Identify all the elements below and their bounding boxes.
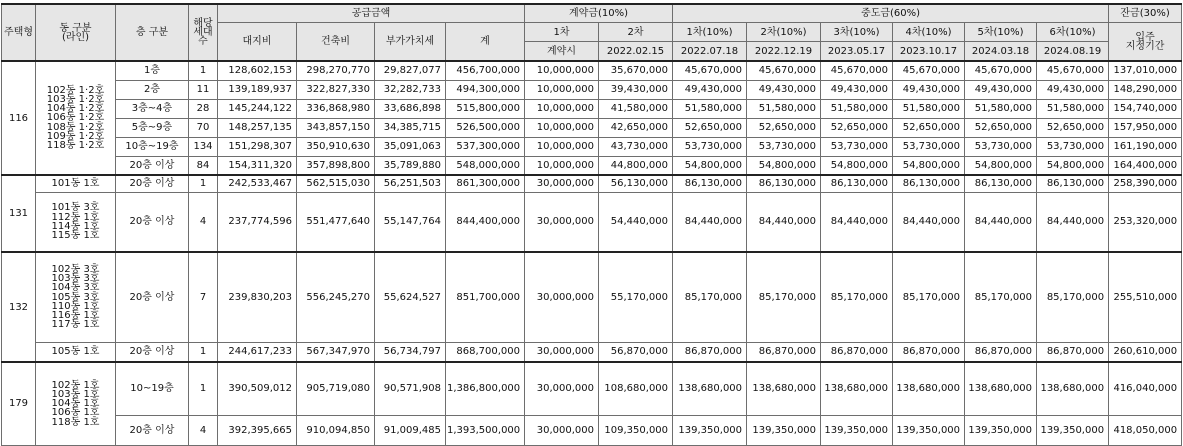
dep2-cell: 56,130,000 (599, 175, 673, 192)
dong-line: 106동 1호 (51, 407, 100, 419)
dong-line: 102동 1·2호 (46, 84, 105, 96)
mid3-cell: 86,130,000 (821, 175, 893, 192)
mid2-cell: 45,670,000 (747, 61, 821, 80)
header-mid3: 3차(10%) (821, 23, 893, 42)
table-row (2, 118, 1182, 137)
floor-cell: 20층 이상 (116, 156, 189, 175)
vat-cell: 34,385,715 (375, 118, 446, 137)
mid4-cell: 86,130,000 (893, 175, 965, 192)
dong-line: 101동 3호 (51, 202, 100, 214)
header-mid4-date: 2023.10.17 (893, 42, 965, 62)
dong-line: 102동 1호 (51, 379, 100, 391)
dep1-cell: 30,000,000 (525, 415, 599, 445)
dong-line: 109동 1·2호 (46, 130, 105, 142)
mid3-cell: 52,650,000 (821, 118, 893, 137)
dep1-cell: 10,000,000 (525, 156, 599, 175)
header-mid1: 1차(10%) (673, 23, 747, 42)
dep2-cell: 54,440,000 (599, 192, 673, 252)
dong-line: 104동 1·2호 (46, 103, 105, 115)
mid4-cell: 86,870,000 (893, 342, 965, 362)
mid6-cell: 52,650,000 (1037, 118, 1109, 137)
land-cell: 145,244,122 (218, 99, 297, 118)
header-mid4: 4차(10%) (893, 23, 965, 42)
vat-cell: 35,789,880 (375, 156, 446, 175)
land-cell: 244,617,233 (218, 342, 297, 362)
header-balance-sub: 입주 지정기간 (1109, 23, 1182, 62)
dep2-cell: 42,650,000 (599, 118, 673, 137)
balance-cell: 157,950,000 (1109, 118, 1182, 137)
floor-cell: 1층 (116, 61, 189, 80)
mid1-cell: 51,580,000 (673, 99, 747, 118)
mid1-cell: 49,430,000 (673, 80, 747, 99)
dep2-cell: 43,730,000 (599, 137, 673, 156)
header-type: 주택형 (2, 4, 36, 61)
header-dong: 동 구분 (라인) (36, 4, 116, 61)
dep2-cell: 39,430,000 (599, 80, 673, 99)
mid4-cell: 139,350,000 (893, 415, 965, 445)
mid5-cell: 84,440,000 (965, 192, 1037, 252)
mid3-cell: 53,730,000 (821, 137, 893, 156)
mid1-cell: 138,680,000 (673, 362, 747, 415)
vat-cell: 35,091,063 (375, 137, 446, 156)
mid2-cell: 54,800,000 (747, 156, 821, 175)
mid6-cell: 53,730,000 (1037, 137, 1109, 156)
table-row (2, 252, 1182, 342)
supply-price-table (1, 3, 1182, 446)
mid1-cell: 84,440,000 (673, 192, 747, 252)
mid6-cell: 49,430,000 (1037, 80, 1109, 99)
header-mid2-date: 2022.12.19 (747, 42, 821, 62)
land-cell: 237,774,596 (218, 192, 297, 252)
balance-cell: 164,400,000 (1109, 156, 1182, 175)
header-mid3-date: 2023.05.17 (821, 42, 893, 62)
floor-cell: 20층 이상 (116, 175, 189, 192)
dep1-cell: 10,000,000 (525, 137, 599, 156)
vat-cell: 56,251,503 (375, 175, 446, 192)
vat-cell: 55,624,527 (375, 252, 446, 342)
land-cell: 390,509,012 (218, 362, 297, 415)
mid5-cell: 45,670,000 (965, 61, 1037, 80)
dong-line: 103동 1호 (51, 388, 100, 400)
dep1-cell: 10,000,000 (525, 118, 599, 137)
mid2-cell: 52,650,000 (747, 118, 821, 137)
header-deposit: 계약금(10%) (525, 4, 673, 23)
table-row (2, 175, 1182, 192)
building-cell: 350,910,630 (297, 137, 375, 156)
dong-line: 106동 1·2호 (46, 112, 105, 124)
mid3-cell: 49,430,000 (821, 80, 893, 99)
dong-line: 115동 1호 (51, 229, 100, 241)
mid6-cell: 138,680,000 (1037, 362, 1109, 415)
land-cell: 151,298,307 (218, 137, 297, 156)
count-cell: 134 (189, 137, 218, 156)
dong-line: 104동 1호 (51, 398, 100, 410)
vat-cell: 55,147,764 (375, 192, 446, 252)
dep2-cell: 109,350,000 (599, 415, 673, 445)
building-cell: 567,347,970 (297, 342, 375, 362)
balance-cell: 253,320,000 (1109, 192, 1182, 252)
header-count: 해당 세대 수 (189, 4, 218, 61)
balance-cell: 418,050,000 (1109, 415, 1182, 445)
vat-cell: 56,734,797 (375, 342, 446, 362)
dep2-cell: 108,680,000 (599, 362, 673, 415)
mid5-cell: 86,870,000 (965, 342, 1037, 362)
total-cell: 548,000,000 (446, 156, 525, 175)
dong-lines (36, 61, 116, 175)
dong-line: 101동 1호 (51, 178, 100, 190)
header-mid6-date: 2024.08.19 (1037, 42, 1109, 62)
floor-cell: 20층 이상 (116, 415, 189, 445)
header-supply: 공급금액 (218, 4, 525, 23)
header-dep2-date: 2022.02.15 (599, 42, 673, 62)
mid6-cell: 45,670,000 (1037, 61, 1109, 80)
mid3-cell: 85,170,000 (821, 252, 893, 342)
mid6-cell: 85,170,000 (1037, 252, 1109, 342)
mid2-cell: 139,350,000 (747, 415, 821, 445)
mid2-cell: 86,130,000 (747, 175, 821, 192)
dong-line: 102동 3호 (51, 264, 100, 276)
building-cell: 905,719,080 (297, 362, 375, 415)
header-mid2: 2차(10%) (747, 23, 821, 42)
building-cell: 357,898,800 (297, 156, 375, 175)
mid4-cell: 51,580,000 (893, 99, 965, 118)
mid2-cell: 51,580,000 (747, 99, 821, 118)
dong-lines (36, 192, 116, 252)
mid1-cell: 54,800,000 (673, 156, 747, 175)
balance-cell: 416,040,000 (1109, 362, 1182, 415)
table-row (2, 342, 1182, 362)
floor-cell: 20층 이상 (116, 252, 189, 342)
dong-line: 105동 1호 (51, 346, 100, 358)
dong-line: 108동 1·2호 (46, 121, 105, 133)
header-dep1: 1차 (525, 23, 599, 42)
header-land: 대지비 (218, 23, 297, 62)
header-dep2: 2차 (599, 23, 673, 42)
dong-lines (36, 252, 116, 342)
unit-type: 116 (2, 61, 36, 175)
mid4-cell: 49,430,000 (893, 80, 965, 99)
mid1-cell: 86,870,000 (673, 342, 747, 362)
balance-cell: 154,740,000 (1109, 99, 1182, 118)
mid2-cell: 84,440,000 (747, 192, 821, 252)
dong-line: 116동 1호 (51, 310, 100, 322)
building-cell: 322,827,330 (297, 80, 375, 99)
dong-line: 118동 1·2호 (46, 140, 105, 151)
dep1-cell: 30,000,000 (525, 175, 599, 192)
land-cell: 392,395,665 (218, 415, 297, 445)
mid6-cell: 139,350,000 (1037, 415, 1109, 445)
table-row (2, 80, 1182, 99)
header-mid6: 6차(10%) (1037, 23, 1109, 42)
table-row (2, 362, 1182, 415)
total-cell: 526,500,000 (446, 118, 525, 137)
total-cell: 1,393,500,000 (446, 415, 525, 445)
mid5-cell: 52,650,000 (965, 118, 1037, 137)
count-cell: 7 (189, 252, 218, 342)
mid3-cell: 45,670,000 (821, 61, 893, 80)
dong-line: 112동 1호 (51, 211, 100, 223)
vat-cell: 33,686,898 (375, 99, 446, 118)
header-dep1-date: 계약시 (525, 42, 599, 62)
vat-cell: 29,827,077 (375, 61, 446, 80)
mid3-cell: 84,440,000 (821, 192, 893, 252)
header-total: 계 (446, 23, 525, 62)
total-cell: 494,300,000 (446, 80, 525, 99)
mid3-cell: 51,580,000 (821, 99, 893, 118)
mid5-cell: 49,430,000 (965, 80, 1037, 99)
table-row (2, 415, 1182, 445)
mid5-cell: 53,730,000 (965, 137, 1037, 156)
land-cell: 128,602,153 (218, 61, 297, 80)
balance-cell: 260,610,000 (1109, 342, 1182, 362)
dong-line: 110동 1호 (51, 300, 100, 312)
floor-cell: 20층 이상 (116, 342, 189, 362)
mid5-cell: 86,130,000 (965, 175, 1037, 192)
mid4-cell: 52,650,000 (893, 118, 965, 137)
mid1-cell: 53,730,000 (673, 137, 747, 156)
count-cell: 28 (189, 99, 218, 118)
mid1-cell: 139,350,000 (673, 415, 747, 445)
count-cell: 1 (189, 175, 218, 192)
dong-line: 117동 1호 (51, 319, 100, 331)
unit-type: 132 (2, 252, 36, 362)
dong-line: 114동 1호 (51, 220, 100, 232)
mid1-cell: 52,650,000 (673, 118, 747, 137)
mid4-cell: 53,730,000 (893, 137, 965, 156)
dong-line: 118동 1호 (51, 416, 100, 428)
total-cell: 851,700,000 (446, 252, 525, 342)
dep2-cell: 56,870,000 (599, 342, 673, 362)
mid6-cell: 86,130,000 (1037, 175, 1109, 192)
balance-cell: 255,510,000 (1109, 252, 1182, 342)
dep1-cell: 30,000,000 (525, 362, 599, 415)
total-cell: 515,800,000 (446, 99, 525, 118)
floor-cell: 10층~19층 (116, 137, 189, 156)
balance-cell: 258,390,000 (1109, 175, 1182, 192)
header-balance: 잔금(30%) (1109, 4, 1182, 23)
dong-line: 105동 3호 (51, 291, 100, 303)
mid2-cell: 86,870,000 (747, 342, 821, 362)
mid2-cell: 85,170,000 (747, 252, 821, 342)
header-mid5: 5차(10%) (965, 23, 1037, 42)
mid4-cell: 84,440,000 (893, 192, 965, 252)
dep2-cell: 41,580,000 (599, 99, 673, 118)
count-cell: 1 (189, 61, 218, 80)
table-row (2, 99, 1182, 118)
balance-cell: 148,290,000 (1109, 80, 1182, 99)
floor-cell: 3층~4층 (116, 99, 189, 118)
building-cell: 343,857,150 (297, 118, 375, 137)
header-building: 건축비 (297, 23, 375, 62)
mid1-cell: 86,130,000 (673, 175, 747, 192)
count-cell: 84 (189, 156, 218, 175)
mid5-cell: 139,350,000 (965, 415, 1037, 445)
total-cell: 1,386,800,000 (446, 362, 525, 415)
dep1-cell: 10,000,000 (525, 99, 599, 118)
total-cell: 537,300,000 (446, 137, 525, 156)
dep1-cell: 10,000,000 (525, 61, 599, 80)
table-row (2, 61, 1182, 80)
mid4-cell: 138,680,000 (893, 362, 965, 415)
mid5-cell: 138,680,000 (965, 362, 1037, 415)
building-cell: 336,868,980 (297, 99, 375, 118)
mid5-cell: 51,580,000 (965, 99, 1037, 118)
total-cell: 861,300,000 (446, 175, 525, 192)
land-cell: 139,189,937 (218, 80, 297, 99)
dong-line: 103동 1·2호 (46, 93, 105, 105)
count-cell: 1 (189, 342, 218, 362)
vat-cell: 32,282,733 (375, 80, 446, 99)
mid3-cell: 86,870,000 (821, 342, 893, 362)
balance-cell: 161,190,000 (1109, 137, 1182, 156)
dep1-cell: 30,000,000 (525, 342, 599, 362)
floor-cell: 10~19층 (116, 362, 189, 415)
mid5-cell: 54,800,000 (965, 156, 1037, 175)
mid3-cell: 139,350,000 (821, 415, 893, 445)
vat-cell: 91,009,485 (375, 415, 446, 445)
mid1-cell: 85,170,000 (673, 252, 747, 342)
header-vat: 부가가치세 (375, 23, 446, 62)
count-cell: 70 (189, 118, 218, 137)
land-cell: 239,830,203 (218, 252, 297, 342)
mid2-cell: 49,430,000 (747, 80, 821, 99)
header-mid1-date: 2022.07.18 (673, 42, 747, 62)
floor-cell: 20층 이상 (116, 192, 189, 252)
total-cell: 868,700,000 (446, 342, 525, 362)
dong-line: 103동 3호 (51, 273, 100, 285)
mid1-cell: 45,670,000 (673, 61, 747, 80)
balance-cell: 137,010,000 (1109, 61, 1182, 80)
building-cell: 556,245,270 (297, 252, 375, 342)
header-middle: 중도금(60%) (673, 4, 1109, 23)
table-row (2, 137, 1182, 156)
mid4-cell: 45,670,000 (893, 61, 965, 80)
header-floor: 층 구분 (116, 4, 189, 61)
dep2-cell: 55,170,000 (599, 252, 673, 342)
count-cell: 11 (189, 80, 218, 99)
dong-line: 104동 3호 (51, 282, 100, 294)
dep1-cell: 10,000,000 (525, 80, 599, 99)
dong-lines (36, 342, 116, 362)
dep1-cell: 30,000,000 (525, 192, 599, 252)
unit-type: 179 (2, 362, 36, 445)
total-cell: 456,700,000 (446, 61, 525, 80)
dep1-cell: 30,000,000 (525, 252, 599, 342)
building-cell: 910,094,850 (297, 415, 375, 445)
mid6-cell: 54,800,000 (1037, 156, 1109, 175)
mid3-cell: 54,800,000 (821, 156, 893, 175)
building-cell: 551,477,640 (297, 192, 375, 252)
count-cell: 4 (189, 415, 218, 445)
building-cell: 298,270,770 (297, 61, 375, 80)
header-mid5-date: 2024.03.18 (965, 42, 1037, 62)
floor-cell: 2층 (116, 80, 189, 99)
mid4-cell: 54,800,000 (893, 156, 965, 175)
count-cell: 4 (189, 192, 218, 252)
vat-cell: 90,571,908 (375, 362, 446, 415)
floor-cell: 5층~9층 (116, 118, 189, 137)
mid2-cell: 53,730,000 (747, 137, 821, 156)
mid3-cell: 138,680,000 (821, 362, 893, 415)
dong-lines (36, 362, 116, 445)
mid6-cell: 86,870,000 (1037, 342, 1109, 362)
mid6-cell: 51,580,000 (1037, 99, 1109, 118)
mid6-cell: 84,440,000 (1037, 192, 1109, 252)
land-cell: 242,533,467 (218, 175, 297, 192)
count-cell: 1 (189, 362, 218, 415)
building-cell: 562,515,030 (297, 175, 375, 192)
unit-type: 131 (2, 175, 36, 252)
mid4-cell: 85,170,000 (893, 252, 965, 342)
land-cell: 148,257,135 (218, 118, 297, 137)
mid5-cell: 85,170,000 (965, 252, 1037, 342)
table-row (2, 192, 1182, 252)
dep2-cell: 44,800,000 (599, 156, 673, 175)
mid2-cell: 138,680,000 (747, 362, 821, 415)
table-row (2, 156, 1182, 175)
land-cell: 154,311,320 (218, 156, 297, 175)
dong-lines (36, 175, 116, 192)
total-cell: 844,400,000 (446, 192, 525, 252)
dep2-cell: 35,670,000 (599, 61, 673, 80)
